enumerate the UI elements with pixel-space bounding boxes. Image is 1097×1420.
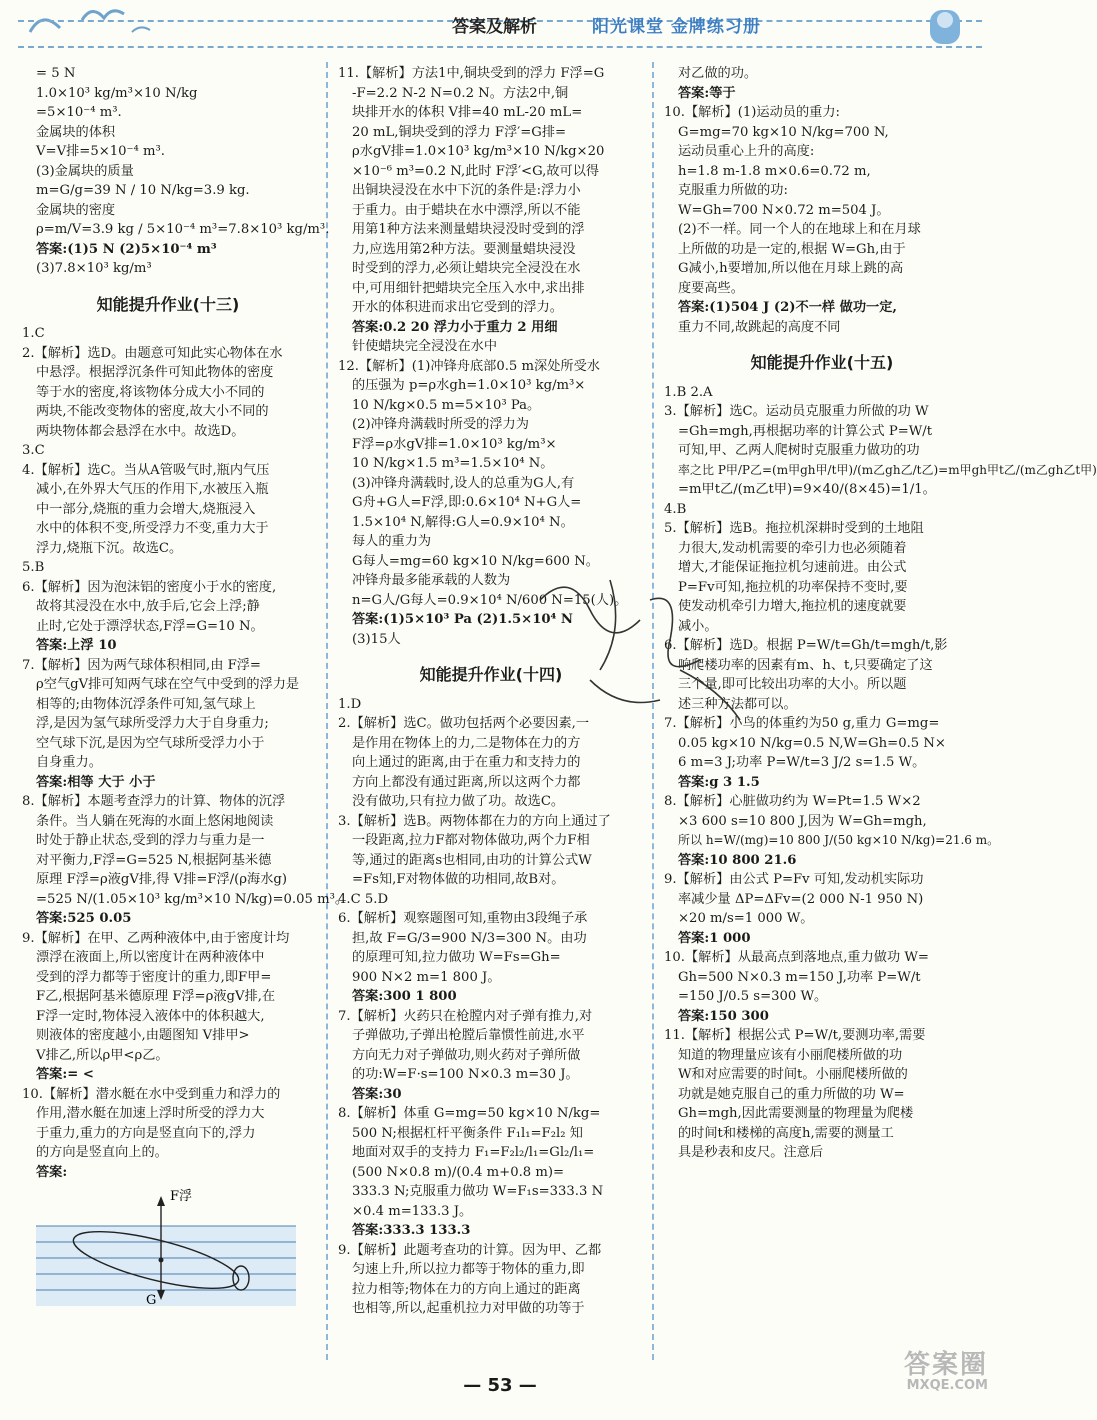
answer-line: 答案:相等 大于 小于 [36, 774, 156, 790]
text-line: V=V排=5×10⁻⁴ m³. [36, 144, 165, 159]
text-line: 对平衡力,F浮=G=525 N,根据阿基米德 [36, 852, 272, 868]
text-line: 漂浮在液面上,所以密度计在两种液体中 [36, 950, 265, 965]
text-line: -F=2.2 N-2 N=0.2 N。方法2中,铜 [352, 85, 569, 101]
text-line: 4.【解析】选C。当从A管吸气时,瓶内气压 [22, 462, 270, 478]
text-line: 每人的重力为 [352, 534, 432, 549]
answer-line: 答案:上浮 10 [36, 638, 117, 653]
header-title: 答案及解析 [452, 17, 537, 37]
watermark-logo [903, 1350, 988, 1395]
text-line: =5×10⁻⁴ m³. [36, 105, 122, 120]
text-line: W=Gh=700 N×0.72 m=504 J。 [678, 202, 890, 218]
text-line: 力很大,发动机需要的牵引力也必须随着 [678, 540, 907, 556]
text-line: 5.【解析】选B。拖拉机深耕时受到的土地阻 [664, 521, 924, 536]
text-line: 9.【解析】此题考查功的计算。因为甲、乙都 [338, 1242, 602, 1258]
text-line: 0.05 kg×10 N/kg=0.5 N,W=Gh=0.5 N× [678, 735, 946, 751]
text-line: 10 N/kg×1.5 m³=1.5×10⁴ N。 [352, 456, 554, 471]
text-line: 10.【解析】从最高点到落地点,重力做功 W= [664, 950, 929, 965]
text-line: 担,故 F=G/3=900 N/3=300 N。由功 [352, 930, 587, 946]
text-line: 11.【解析】方法1中,铜块受到的浮力 F浮=G [338, 66, 605, 81]
text-line: 两块物体都会悬浮在水中。故选D。 [36, 423, 245, 439]
text-line: 等于水的密度,将该物体分成大小不同的 [36, 384, 265, 400]
text-line: 8.【解析】心脏做功约为 W=Pt=1.5 W×2 [664, 794, 921, 809]
text-line: 块排开水的体积 V排=40 mL-20 mL= [352, 105, 583, 120]
answer-line: 答案:(1)504 J (2)不一样 做功一定, [678, 300, 897, 315]
text-line: =150 J/0.5 s=300 W。 [678, 989, 828, 1004]
text-line: 止时,它处于漂浮状态,F浮=G=10 N。 [36, 618, 264, 634]
text-line: 8.【解析】本题考查浮力的计算、物体的沉浮 [22, 794, 286, 809]
text-line: 10.【解析】潜水艇在水中受到重力和浮力的 [22, 1086, 281, 1102]
text-line: m=G/g=39 N / 10 N/kg=3.9 kg. [36, 183, 250, 198]
answer-line: 答案:g 3 1.5 [678, 774, 760, 790]
text-line: 3.【解析】选C。运动员克服重力所做的功 W [664, 404, 929, 419]
text-line: 减小,在外界大气压的作用下,水被压入瓶 [36, 482, 269, 497]
text-line: = 5 N [36, 66, 76, 81]
text-line: 6 m=3 J;功率 P=W/t=3 J/2 s=1.5 W。 [678, 755, 926, 770]
text-line: 拉力相等;物体在力的方向上通过的距离 [352, 1281, 581, 1297]
text-line: 针使蜡块完全浸没在水中 [352, 339, 498, 354]
text-line: 出铜块浸没在水中下沉的条件是:浮力小 [352, 183, 581, 198]
text-line: (2)不一样。同一个人的在地球上和在月球 [678, 222, 921, 237]
answer-line: 答案:= < [36, 1067, 94, 1082]
text-line: 所以 h=W/(mg)=10 800 J/(50 kg×10 N/kg)=21.6 m。 [678, 833, 1000, 847]
section-title: 知能提升作业(十四) [419, 665, 563, 684]
text-line: 三个量,即可比较出功率的大小。所以题 [678, 677, 907, 692]
text-line: P=Fv可知,拖拉机的功率保持不变时,要 [678, 579, 908, 595]
text-line: 12.【解析】(1)冲锋舟底部0.5 m深处所受水 [338, 358, 600, 374]
text-line: 述三种方法都可以。 [678, 696, 797, 712]
text-line: 1.C [22, 326, 45, 341]
text-line: 2.【解析】选D。由题意可知此实心物体在水 [22, 345, 283, 361]
text-line: 时处于静止状态,受到的浮力与重力是一 [36, 833, 265, 848]
text-line: F乙,根据阿基米德原理 F浮=ρ液gV排,在 [36, 989, 276, 1004]
text-line: 8.【解析】体重 G=mg=50 kg×10 N/kg= [338, 1106, 601, 1121]
text-line: (3)7.8×10³ kg/m³ [36, 261, 152, 276]
text-line: 方向无力对子弹做功,则火药对子弹所做 [352, 1047, 581, 1063]
text-line: 7.【解析】因为两气球体积相同,由 F浮= [22, 657, 261, 673]
text-line: 故将其浸没在水中,放手后,它会上浮;静 [36, 599, 260, 614]
text-line: 7.【解析】火药只在枪膛内对子弹有推力,对 [338, 1008, 593, 1024]
answer-line: 答案:333.3 133.3 [352, 1223, 471, 1238]
text-line: 浮,是因为氢气球所受浮力大于自身重力; [36, 716, 269, 731]
text-line: =m甲t乙/(m乙t甲)=9×40/(8×45)=1/1。 [678, 482, 936, 497]
text-line: 没有做功,只有拉力做了功。故选C。 [352, 794, 565, 809]
text-line: 克服重力所做的功: [678, 183, 788, 198]
text-line: 增大,才能保证拖拉机匀速前进。由公式 [678, 560, 907, 575]
text-line: 上所做的功是一定的,根据 W=Gh,由于 [678, 241, 906, 257]
text-line: 5.B [22, 560, 45, 575]
text-line: G舟+G人=F浮,即:0.6×10⁴ N+G人= [352, 495, 582, 510]
text-line: 响爬楼功率的因素有m、h、t,只要确定了这 [678, 657, 933, 673]
text-line: W和对应需要的时间t。小丽爬楼所做的 [678, 1067, 908, 1082]
text-line: G每人=mg=60 kg×10 N/kg=600 N。 [352, 553, 599, 569]
answer-line: 答案:(1)5×10³ Pa (2)1.5×10⁴ N [352, 612, 573, 627]
text-line: 中悬浮。根据浮沉条件可知此物体的密度 [36, 365, 274, 380]
text-line: 相等的;由物体沉浮条件可知,氢气球上 [36, 696, 256, 712]
text-line: 减小。 [678, 618, 718, 634]
text-line: 9.【解析】由公式 P=Fv 可知,发动机实际功 [664, 872, 924, 887]
column-left [22, 64, 349, 1313]
text-line: 可知,甲、乙两人爬树时克服重力做功的功 [678, 443, 920, 458]
answer-line: 答案:150 300 [678, 1008, 769, 1024]
text-line: ×0.4 m=133.3 J。 [352, 1203, 473, 1219]
text-line: 1.5×10⁴ N,解得:G人=0.9×10⁴ N。 [352, 514, 574, 530]
text-line: 的原理可知,拉力做功 W=Fs=Gh= [352, 950, 561, 965]
text-line: 方向上都没有通过距离,所以这两个力都 [352, 774, 581, 790]
text-line: 333.3 N;克服重力做功 W=F₁s=333.3 N [352, 1184, 604, 1199]
text-line: 1.B 2.A [664, 384, 713, 400]
text-line: =Fs知,F对物体做的功相同,故B对。 [352, 872, 565, 887]
text-line: 一段距离,拉力F都对物体做功,两个力F相 [352, 833, 590, 848]
answer-line: 答案:300 1 800 [352, 989, 457, 1004]
text-line: 6.【解析】观察题图可知,重物由3段绳子承 [338, 911, 588, 926]
text-line: =Gh=mgh,再根据功率的计算公式 P=W/t [678, 423, 933, 439]
text-line: 地面对双手的支持力 F₁=F₂l₂/l₁=Gl₂/l₁= [352, 1145, 595, 1160]
text-line: (500 N×0.8 m)/(0.4 m+0.8 m)= [352, 1164, 565, 1180]
text-line: 重力不同,故跳起的高度不同 [678, 319, 841, 335]
text-line: 的时间t和楼梯的高度h,需要的测量工 [678, 1125, 894, 1141]
text-line: h=1.8 m-1.8 m×0.6=0.72 m, [678, 163, 871, 179]
text-line: 知道的物理量应该有小丽爬楼所做的功 [678, 1047, 903, 1063]
text-line: Gh=500 N×0.3 m=150 J,功率 P=W/t [678, 969, 921, 985]
answer-line: 答案:等于 [678, 85, 736, 101]
text-line: (3)金属块的质量 [36, 163, 134, 179]
text-line: 匀速上升,所以拉力都等于物体的重力,即 [352, 1262, 585, 1277]
text-line: 运动员重心上升的高度: [678, 144, 815, 159]
text-line: 浮力,烧瓶下沉。故选C。 [36, 540, 183, 556]
text-line: 900 N×2 m=1 800 J。 [352, 969, 501, 985]
text-line: 冲锋舟最多能承载的人数为 [352, 573, 511, 588]
text-line: 中一部分,烧瓶的重力会增大,烧瓶浸入 [36, 501, 256, 517]
text-line: 3.【解析】选B。两物体都在力的方向上通过了 [338, 813, 611, 829]
section-title: 知能提升作业(十三) [96, 294, 240, 314]
text-line: 是作用在物体上的力,二是物体在力的方 [352, 735, 581, 751]
text-line: (3)15人 [352, 631, 401, 647]
text-line: 9.【解析】在甲、乙两种液体中,由于密度计均 [22, 930, 290, 946]
text-line: ρ水gV排=1.0×10³ kg/m³×10 N/kg×20 [352, 144, 605, 159]
text-line: 使发动机牵引力增大,拖拉机的速度就要 [678, 599, 907, 614]
text-line: 功就是她克服自己的重力所做的功 W= [678, 1086, 905, 1102]
handwriting-scribble [530, 560, 760, 730]
text-line: 等,通过的距离s也相同,由功的计算公式W [352, 852, 592, 868]
answer-line: 答案:0.2 20 浮力小于重力 2 用细 [352, 319, 558, 335]
text-line: ρ=m/V=3.9 kg / 5×10⁻⁴ m³=7.8×10³ kg/m³. [36, 222, 330, 237]
text-line: 20 mL,铜块受到的浮力 F浮′=G排= [352, 124, 567, 140]
text-line: 7.【解析】小鸟的体重约为50 g,重力 G=mg= [664, 716, 940, 731]
text-line: 的压强为 p=ρ水gh=1.0×10³ kg/m³× [352, 378, 586, 393]
submarine-figure [36, 1186, 296, 1306]
text-line: ×10⁻⁶ m³=0.2 N,此时 F浮′<G,故可以得 [352, 163, 600, 179]
text-line: 3.C [22, 443, 45, 458]
text-line: Gh=mgh,因此需要测量的物理量为爬楼 [678, 1106, 914, 1121]
answer-line: 答案:10 800 21.6 [678, 852, 797, 868]
text-line: 条件。当人躺在死海的水面上悠闲地阅读 [36, 813, 274, 829]
text-line: F浮一定时,物体浸入液体中的体积越大, [36, 1008, 265, 1024]
text-line: 水中的体积不变,所受浮力不变,重力大于 [36, 521, 269, 536]
text-line: 6.【解析】选D。根据 P=W/t=Gh/t=mgh/t,影 [664, 638, 948, 653]
text-line: 于重力。由于蜡块在水中漂浮,所以不能 [352, 202, 581, 218]
page-number: — 53 — [463, 1375, 537, 1396]
text-line: 1.0×10³ kg/m³×10 N/kg [36, 85, 198, 101]
text-line: 于重力,重力的方向是竖直向下的,浮力 [36, 1125, 256, 1141]
watermark-url: MXQE.COM [906, 1377, 988, 1393]
text-line: 向上通过的距离,由于在重力和支持力的 [352, 755, 581, 770]
text-line: 10 N/kg×0.5 m=5×10³ Pa。 [352, 397, 541, 413]
text-line: 500 N;根据杠杆平衡条件 F₁l₁=F₂l₂ 知 [352, 1125, 583, 1141]
text-line: 率减少量 ΔP=ΔFv=(2 000 N-1 950 N) [678, 891, 924, 907]
text-line: ×3 600 s=10 800 J,因为 W=Gh=mgh, [678, 813, 927, 829]
watermark-text: 答案圈 [903, 1350, 988, 1380]
answer-line: 答案:(1)5 N (2)5×10⁻⁴ m³ [36, 241, 217, 257]
answer-line: 答案:1 000 [678, 930, 751, 946]
text-line: 率之比 P甲/P乙=(m甲gh甲/t甲)/(m乙gh乙/t乙)=m甲gh甲t乙/(m乙gh乙t甲) [678, 462, 1097, 477]
text-line: 也相等,所以,起重机拉力对甲做的功等于 [352, 1301, 585, 1316]
header-subtitle: 阳光课堂 金牌练习册 [592, 17, 761, 37]
text-line: 1.D [338, 696, 362, 712]
text-line: n=G人/G每人=0.9×10⁴ N/600 N=15(人)。 [352, 592, 628, 608]
text-line: 4.B [664, 501, 687, 517]
text-line: =525 N/(1.05×10³ kg/m³×10 N/kg)=0.05 m³。 [36, 891, 349, 907]
column-divider-1 [326, 62, 328, 1360]
buoyancy-label: F浮 [170, 1189, 193, 1204]
text-line: 4.C 5.D [338, 891, 389, 907]
text-line: G减小,h要增加,所以他在月球上跳的高 [678, 261, 904, 276]
text-line: ×20 m/s=1 000 W。 [678, 911, 814, 926]
text-line: 10.【解析】(1)运动员的重力: [664, 105, 840, 120]
gravity-label: G [146, 1293, 157, 1308]
text-line: 两块,不能改变物体的密度,故大小不同的 [36, 404, 269, 419]
answer-line: 答案: [36, 1164, 68, 1180]
text-line: 具是秒表和皮尺。注意后 [678, 1145, 824, 1160]
text-line: F浮=ρ水gV排=1.0×10³ kg/m³× [352, 436, 557, 452]
answer-line: 答案:525 0.05 [36, 911, 132, 926]
text-line: 度要高些。 [678, 280, 744, 296]
text-line: 原理 F浮=ρ液gV排,得 V排=F浮/(ρ海水g) [36, 872, 288, 887]
text-line: 11.【解析】根据公式 P=W/t,要测功率,需要 [664, 1028, 926, 1043]
text-line: 开水的体积进而求出它受到的浮力。 [352, 300, 563, 315]
text-line: 子弹做功,子弹出枪膛后靠惯性前进,水平 [352, 1028, 585, 1043]
text-line: (3)冲锋舟满载时,设人的总重为G人,有 [352, 475, 575, 491]
text-line: 受到的浮力都等于密度计的重力,即F甲= [36, 969, 272, 985]
text-line: 6.【解析】因为泡沫铝的密度小于水的密度, [22, 579, 277, 595]
text-line: 作用,潜水艇在加速上浮时所受的浮力大 [36, 1106, 265, 1121]
text-line: 金属块的体积 [36, 124, 116, 140]
answer-line: 答案:30 [352, 1086, 402, 1102]
text-line: 中,可用细针把蜡块完全压入水中,求出排 [352, 280, 585, 296]
page-header [0, 0, 1000, 52]
text-line: 对乙做的功。 [678, 66, 758, 81]
text-line: 2.【解析】选C。做功包括两个必要因素,一 [338, 716, 590, 731]
section-title: 知能提升作业(十五) [750, 353, 894, 372]
lighthouse-decoration-icon [900, 0, 990, 48]
text-line: G=mg=70 kg×10 N/kg=700 N, [678, 124, 889, 140]
text-line: 金属块的密度 [36, 202, 116, 218]
text-line: V排乙,所以ρ甲<ρ乙。 [36, 1047, 169, 1063]
text-line: 空气球下沉,是因为空气球所受浮力小于 [36, 735, 265, 751]
text-line: ρ空气gV排可知两气球在空气中受到的浮力是 [36, 677, 300, 692]
text-line: 力,应选用第2种方法。要测量蜡块浸没 [352, 241, 576, 257]
text-line: 则液体的密度越小,由题图知 V排甲> [36, 1028, 250, 1043]
text-line: 用第1种方法来测量蜡块浸没时受到的浮 [352, 222, 585, 237]
text-line: 时受到的浮力,必须让蜡块完全浸没在水 [352, 261, 581, 276]
text-line: 的功:W=F·s=100 N×0.3 m=30 J。 [352, 1067, 579, 1082]
text-line: (2)冲锋舟满载时所受的浮力为 [352, 417, 529, 432]
text-line: 的方向是竖直向上的。 [36, 1145, 168, 1160]
text-line: 自身重力。 [36, 755, 102, 770]
